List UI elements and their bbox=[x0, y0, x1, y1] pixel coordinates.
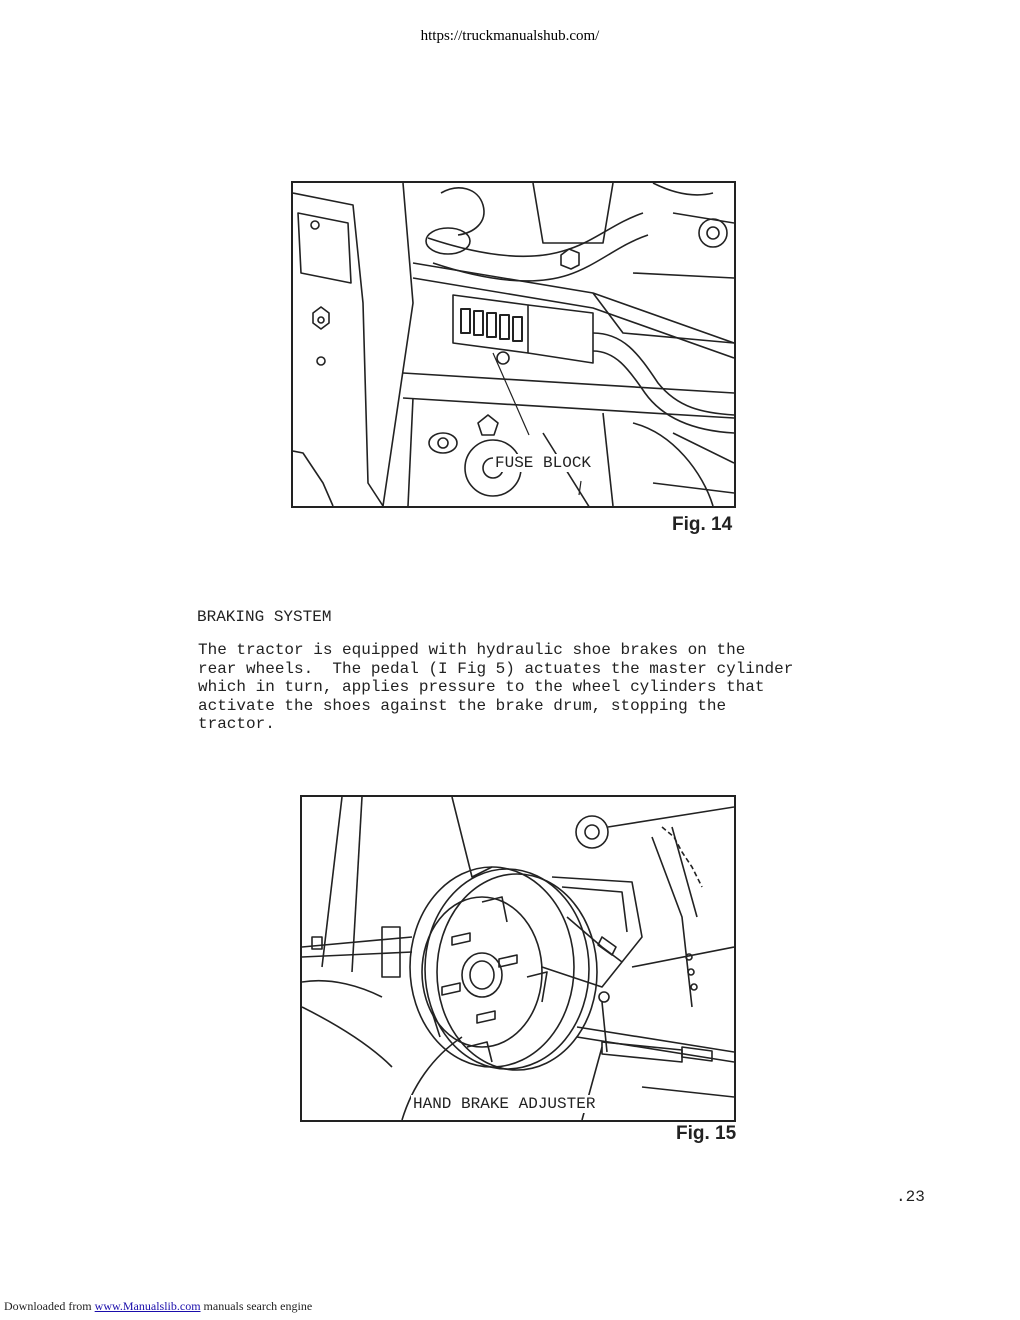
section-body bbox=[198, 641, 793, 734]
hand-brake-illustration bbox=[302, 797, 734, 1120]
section-heading: BRAKING SYSTEM bbox=[197, 608, 332, 626]
body-line-1: The tractor is equipped with hydraulic shoe brakes on the bbox=[198, 641, 746, 659]
footer-link[interactable]: www.Manualslib.com bbox=[94, 1299, 201, 1313]
hand-brake-label: HAND BRAKE ADJUSTER bbox=[413, 1095, 596, 1113]
body-line-2: rear wheels. The pedal (I Fig 5) actuates the master cylinder bbox=[198, 659, 794, 678]
body-line-3: which in turn, applies pressure to the wheel cylinders that bbox=[198, 678, 765, 696]
fuse-block-label: FUSE BLOCK bbox=[495, 454, 592, 472]
figure-14-frame bbox=[291, 181, 736, 508]
footer-prefix: Downloaded from bbox=[4, 1299, 92, 1313]
figure-14-caption: Fig. 14 bbox=[672, 514, 733, 535]
figure-15-caption: Fig. 15 bbox=[676, 1123, 737, 1144]
body-line-5: tractor. bbox=[198, 715, 275, 733]
footer bbox=[4, 1299, 312, 1314]
figure-15-frame bbox=[300, 795, 736, 1122]
page-number: .23 bbox=[896, 1188, 925, 1206]
footer-suffix: manuals search engine bbox=[203, 1299, 313, 1313]
header-url: https://truckmanualshub.com/ bbox=[420, 28, 600, 44]
body-line-4: activate the shoes against the brake drum, stopping the bbox=[198, 696, 727, 715]
